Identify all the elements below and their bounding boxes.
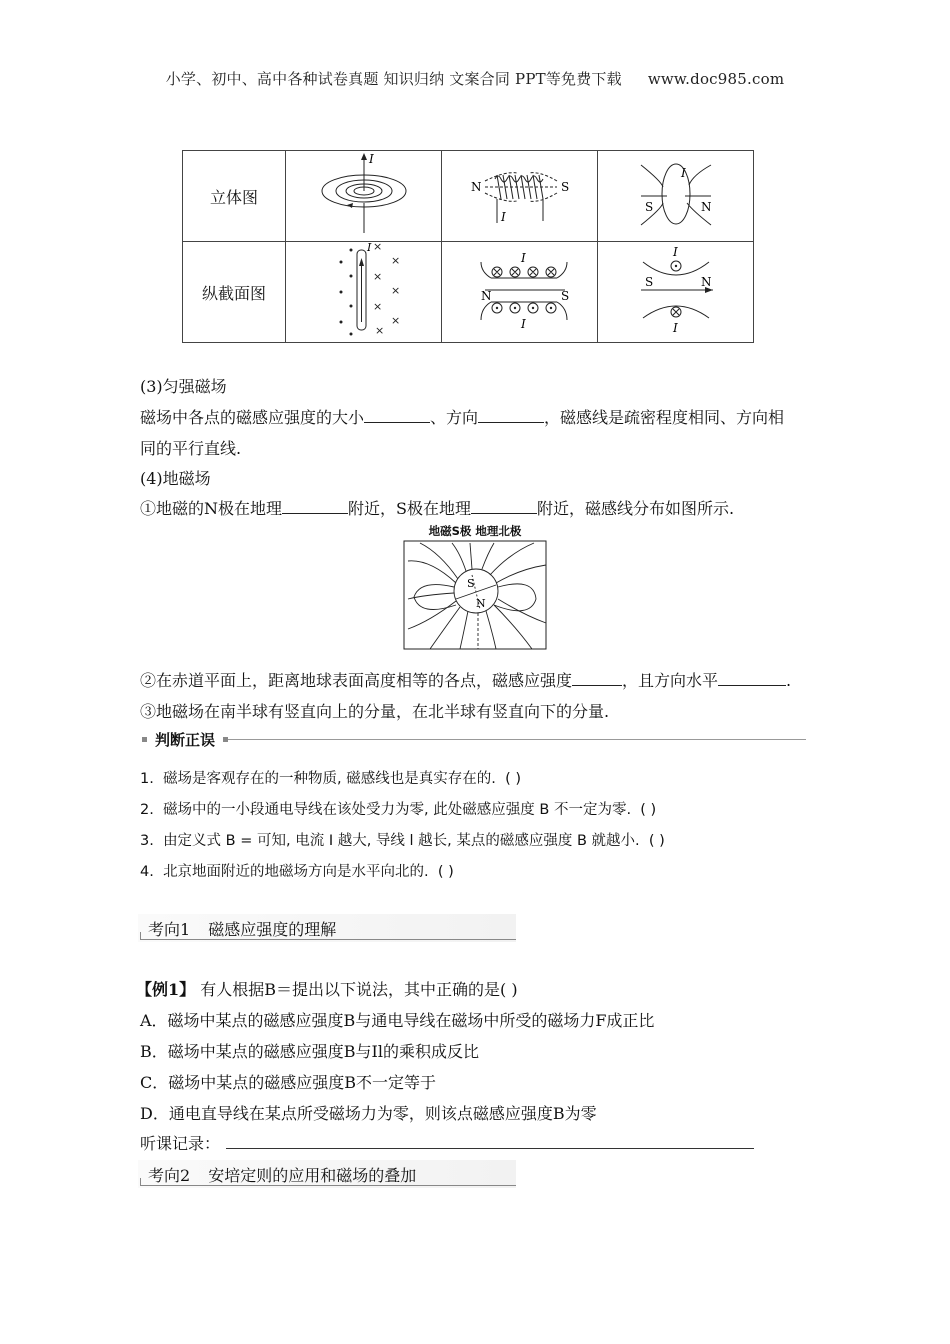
topic-1-banner — [138, 914, 516, 942]
earth-figure-caption: 地磁S极 地理北极 — [428, 524, 522, 538]
topic-corner — [140, 1178, 141, 1186]
svg-text:×: × — [374, 324, 384, 337]
earth-item1-text-b: 附近，S极在地理 — [348, 499, 471, 518]
straight-wire-section-diagram — [286, 242, 442, 343]
judge-item-2 — [140, 798, 656, 819]
judge-answer-blank[interactable]: ( ) — [640, 802, 657, 818]
uniform-field-text-b: 、方向 — [430, 408, 479, 427]
table-row-cross-section — [183, 242, 754, 343]
uniform-field-text-c: ，磁感线是疏密程度相同、方向相 — [544, 408, 785, 427]
straight-wire-3d-figure — [289, 151, 439, 237]
uniform-field-line1 — [140, 405, 784, 428]
earth-item2-text-b: ，且方向水平 — [622, 671, 719, 690]
solenoid-section-n-label: N — [480, 289, 491, 303]
svg-text:×: × — [372, 300, 382, 313]
loop-section-figure — [601, 242, 751, 338]
blank-geographic-pole-1[interactable] — [282, 499, 348, 514]
topic-2-title: 安培定则的应用和磁场的叠加 — [208, 1166, 417, 1185]
earth-magnetic-field-figure — [400, 523, 550, 655]
judge-section-title: 判断正误 — [155, 731, 216, 749]
uniform-field-title: (3)匀强磁场 — [140, 377, 227, 396]
notes-row — [140, 1131, 754, 1154]
judge-item-4 — [140, 860, 454, 881]
topic-corner — [140, 932, 141, 940]
judge-item-text: 磁场中的一小段通电导线在该处受力为零, 此处磁感应强度 B 不一定为零. — [163, 802, 632, 818]
solenoid-current-label: I — [500, 210, 506, 224]
current-label: I — [368, 152, 374, 166]
example-1-tag: 【例1】 — [136, 980, 196, 999]
solenoid-section-s-label: S — [560, 289, 569, 303]
judge-item-num: 2. — [140, 802, 154, 818]
heading-bullet-icon — [142, 737, 147, 742]
judge-item-num: 1. — [140, 771, 154, 787]
loop-n-label: N — [700, 200, 711, 214]
straight-wire-section-figure — [289, 242, 439, 338]
example-1-option-a[interactable]: A．磁场中某点的磁感应强度B与通电导线在磁场中所受的磁场力F成正比 — [140, 1011, 655, 1030]
solenoid-section-diagram — [442, 242, 598, 343]
judge-answer-blank[interactable]: ( ) — [437, 864, 454, 880]
row-label-cross-section: 纵截面图 — [183, 242, 286, 343]
table-row-3d — [183, 151, 754, 242]
loop-section-n-label: N — [700, 275, 711, 289]
earth-field-diagram — [400, 539, 550, 653]
judge-item-text: 由定义式 B = 可知, 电流 I 越大, 导线 l 越长, 某点的磁感应强度 B 就越小. — [163, 833, 640, 849]
blank-magnitude[interactable] — [364, 408, 430, 423]
topic-2-heading — [148, 1163, 416, 1186]
earth-field-item3: ③地磁场在南半球有竖直向上的分量，在北半球有竖直向下的分量. — [140, 702, 610, 721]
topic-2-banner — [138, 1160, 516, 1188]
example-1-option-b[interactable]: B．磁场中某点的磁感应强度B与Il的乘积成反比 — [140, 1042, 479, 1061]
svg-text:×: × — [390, 254, 400, 267]
heading-rule — [228, 739, 806, 740]
judge-section-heading — [142, 729, 806, 750]
earth-field-title: (4)地磁场 — [140, 469, 211, 488]
blank-geographic-pole-2[interactable] — [471, 499, 537, 514]
svg-text:×: × — [390, 314, 400, 327]
header-text: 小学、初中、高中各种试卷真题 知识归纳 文案合同 PPT等免费下载 — [165, 70, 622, 88]
notes-input-line[interactable] — [226, 1134, 754, 1149]
blank-field-strength[interactable] — [572, 671, 622, 686]
header-url[interactable]: www.doc985.com — [647, 70, 785, 88]
judge-item-3 — [140, 829, 665, 850]
earth-item2-text-a: ②在赤道平面上，距离地球表面高度相等的各点，磁感应强度 — [140, 671, 573, 690]
example-1-option-d[interactable]: D．通电直导线在某点所受磁场力为零，则该点磁感应强度B为零 — [140, 1104, 597, 1123]
solenoid-section-current-bottom: I — [520, 317, 526, 331]
judge-answer-blank[interactable]: ( ) — [648, 833, 665, 849]
earth-item2-text-c: . — [786, 671, 792, 690]
topic-2-label: 考向2 — [148, 1166, 191, 1185]
row-label-3d: 立体图 — [183, 151, 286, 242]
judge-item-num: 4. — [140, 864, 154, 880]
loop-3d-diagram — [598, 151, 754, 242]
topic-1-heading — [148, 917, 336, 940]
topic-1-title: 磁感应强度的理解 — [208, 920, 337, 939]
page-header — [0, 68, 950, 89]
solenoid-s-label: S — [560, 180, 569, 194]
earth-n-pole-label: N — [476, 597, 486, 610]
judge-item-num: 3. — [140, 833, 154, 849]
earth-item1-text-c: 附近，磁感线分布如图所示. — [536, 499, 735, 518]
straight-wire-3d-diagram — [286, 151, 442, 242]
loop-section-current-bottom: I — [672, 321, 678, 335]
judge-answer-blank[interactable]: ( ) — [505, 771, 522, 787]
topic-1-label: 考向1 — [148, 920, 191, 939]
solenoid-n-label: N — [470, 180, 481, 194]
blank-direction[interactable] — [478, 408, 544, 423]
solenoid-3d-figure — [445, 151, 595, 237]
example-1-option-c[interactable]: C．磁场中某点的磁感应强度B不一定等于 — [140, 1073, 437, 1092]
judge-item-1 — [140, 767, 521, 788]
earth-s-pole-label: S — [467, 577, 475, 590]
uniform-field-text-a: 磁场中各点的磁感应强度的大小 — [140, 408, 365, 427]
loop-current-label: I — [680, 166, 686, 180]
loop-section-current-top: I — [672, 245, 678, 259]
solenoid-section-current-top: I — [520, 251, 526, 265]
section-current-label: I — [366, 242, 371, 254]
magnetic-field-figure-table — [182, 150, 754, 343]
example-1-question: 有人根据B＝提出以下说法，其中正确的是( ) — [200, 980, 518, 999]
earth-item1-text-a: ①地磁的N极在地理 — [140, 499, 283, 518]
loop-s-label: S — [644, 200, 653, 214]
uniform-field-line2: 同的平行直线. — [140, 439, 242, 458]
loop-section-s-label: S — [644, 275, 653, 289]
solenoid-3d-diagram — [442, 151, 598, 242]
blank-horizontal-direction[interactable] — [718, 671, 786, 686]
earth-field-item1 — [140, 496, 734, 519]
earth-field-item2 — [140, 668, 791, 691]
svg-text:×: × — [390, 284, 400, 297]
judge-item-text: 磁场是客观存在的一种物质, 磁感线也是真实存在的. — [163, 771, 496, 787]
judge-item-text: 北京地面附近的地磁场方向是水平向北的. — [163, 864, 429, 880]
loop-section-diagram — [598, 242, 754, 343]
notes-label: 听课记录： — [140, 1134, 221, 1153]
loop-3d-figure — [601, 151, 751, 237]
example-1-stem — [136, 977, 518, 1000]
svg-text:×: × — [372, 242, 382, 253]
solenoid-section-figure — [445, 242, 595, 338]
svg-text:×: × — [372, 270, 382, 283]
